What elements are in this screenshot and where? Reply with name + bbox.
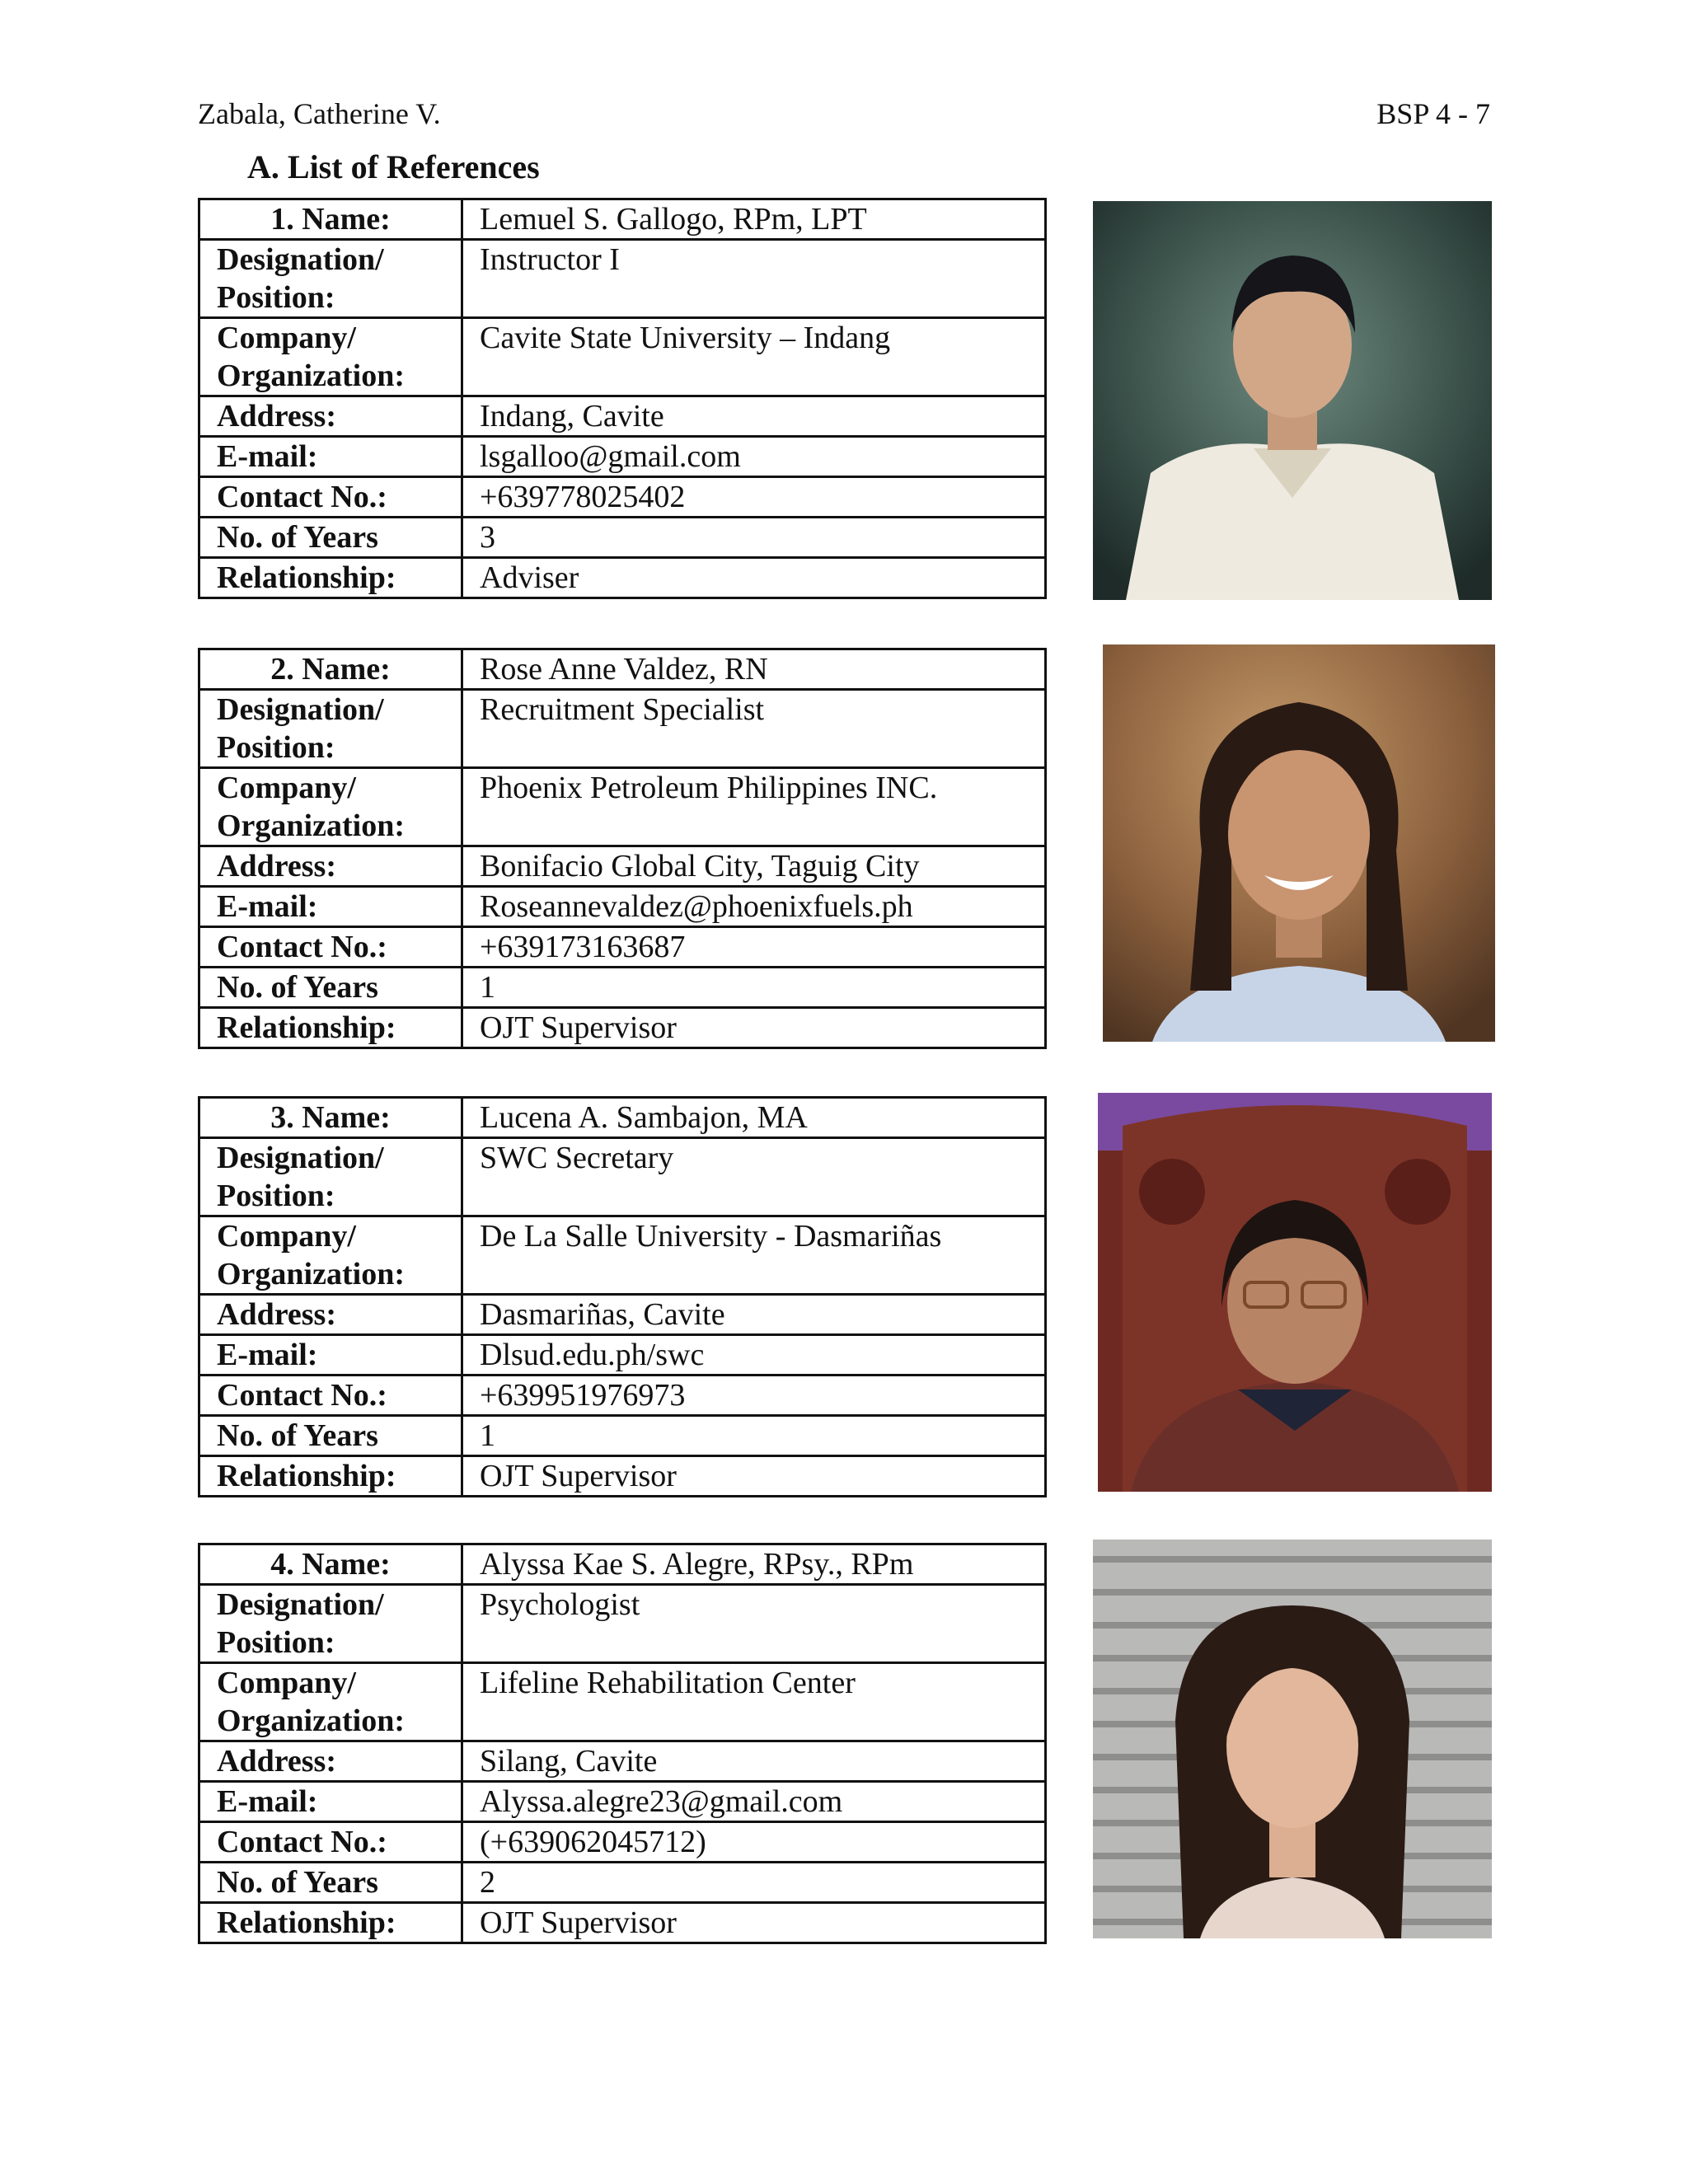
company-label: Company/ Organization:	[199, 1216, 462, 1295]
email-label: E-mail:	[199, 1335, 462, 1376]
company-label: Company/ Organization:	[199, 318, 462, 396]
reference-designation: SWC Secretary	[462, 1138, 1046, 1216]
reference-years: 1	[462, 1416, 1046, 1456]
reference-contact: +639951976973	[462, 1376, 1046, 1416]
reference-contact: (+639062045712)	[462, 1822, 1046, 1863]
designation-label: Designation/ Position:	[199, 240, 462, 318]
name-label: 1. Name:	[199, 199, 462, 240]
reference-relationship: OJT Supervisor	[462, 1456, 1046, 1497]
reference-address: Bonifacio Global City, Taguig City	[462, 846, 1046, 887]
reference-company: Phoenix Petroleum Philippines INC.	[462, 768, 1046, 846]
reference-name: Lemuel S. Gallogo, RPm, LPT	[462, 199, 1046, 240]
reference-years: 3	[462, 518, 1046, 558]
reference-relationship: Adviser	[462, 558, 1046, 598]
contact-label: Contact No.:	[199, 1822, 462, 1863]
company-label: Company/ Organization:	[199, 1663, 462, 1741]
reference-table-3	[198, 1096, 1047, 1497]
address-label: Address:	[199, 396, 462, 437]
section-title: A. List of References	[247, 148, 540, 185]
reference-designation: Psychologist	[462, 1585, 1046, 1663]
reference-company: De La Salle University - Dasmariñas	[462, 1216, 1046, 1295]
relationship-label: Relationship:	[199, 1456, 462, 1497]
contact-label: Contact No.:	[199, 1376, 462, 1416]
reference-name: Rose Anne Valdez, RN	[462, 649, 1046, 690]
reference-company: Lifeline Rehabilitation Center	[462, 1663, 1046, 1741]
reference-name: Lucena A. Sambajon, MA	[462, 1098, 1046, 1138]
years-label: No. of Years	[199, 968, 462, 1008]
name-label: 2. Name:	[199, 649, 462, 690]
years-label: No. of Years	[199, 518, 462, 558]
reference-relationship: OJT Supervisor	[462, 1903, 1046, 1943]
reference-email: Dlsud.edu.ph/swc	[462, 1335, 1046, 1376]
email-label: E-mail:	[199, 1782, 462, 1822]
reference-email: lsgalloo@gmail.com	[462, 437, 1046, 477]
header-section-code: BSP 4 - 7	[1376, 97, 1490, 130]
name-label: 3. Name:	[199, 1098, 462, 1138]
reference-designation: Instructor I	[462, 240, 1046, 318]
reference-company: Cavite State University – Indang	[462, 318, 1046, 396]
reference-table-2	[198, 648, 1047, 1049]
years-label: No. of Years	[199, 1416, 462, 1456]
reference-email: Roseannevaldez@phoenixfuels.ph	[462, 887, 1046, 927]
reference-name: Alyssa Kae S. Alegre, RPsy., RPm	[462, 1544, 1046, 1585]
contact-label: Contact No.:	[199, 927, 462, 968]
years-label: No. of Years	[199, 1863, 462, 1903]
reference-address: Dasmariñas, Cavite	[462, 1295, 1046, 1335]
email-label: E-mail:	[199, 887, 462, 927]
reference-designation: Recruitment Specialist	[462, 690, 1046, 768]
reference-photo-2	[1103, 644, 1495, 1042]
email-label: E-mail:	[199, 437, 462, 477]
reference-photo-3	[1098, 1093, 1492, 1492]
reference-contact: +639173163687	[462, 927, 1046, 968]
reference-address: Indang, Cavite	[462, 396, 1046, 437]
reference-years: 1	[462, 968, 1046, 1008]
designation-label: Designation/ Position:	[199, 690, 462, 768]
relationship-label: Relationship:	[199, 1008, 462, 1048]
header-author: Zabala, Catherine V.	[198, 97, 441, 130]
designation-label: Designation/ Position:	[199, 1138, 462, 1216]
address-label: Address:	[199, 1295, 462, 1335]
reference-years: 2	[462, 1863, 1046, 1903]
reference-table-4	[198, 1543, 1047, 1944]
reference-contact: +639778025402	[462, 477, 1046, 518]
reference-relationship: OJT Supervisor	[462, 1008, 1046, 1048]
address-label: Address:	[199, 1741, 462, 1782]
contact-label: Contact No.:	[199, 477, 462, 518]
designation-label: Designation/ Position:	[199, 1585, 462, 1663]
reference-photo-1	[1093, 201, 1492, 600]
relationship-label: Relationship:	[199, 558, 462, 598]
name-label: 4. Name:	[199, 1544, 462, 1585]
relationship-label: Relationship:	[199, 1903, 462, 1943]
company-label: Company/ Organization:	[199, 768, 462, 846]
reference-table-1	[198, 198, 1047, 599]
reference-address: Silang, Cavite	[462, 1741, 1046, 1782]
reference-email: Alyssa.alegre23@gmail.com	[462, 1782, 1046, 1822]
address-label: Address:	[199, 846, 462, 887]
reference-photo-4	[1093, 1540, 1492, 1938]
